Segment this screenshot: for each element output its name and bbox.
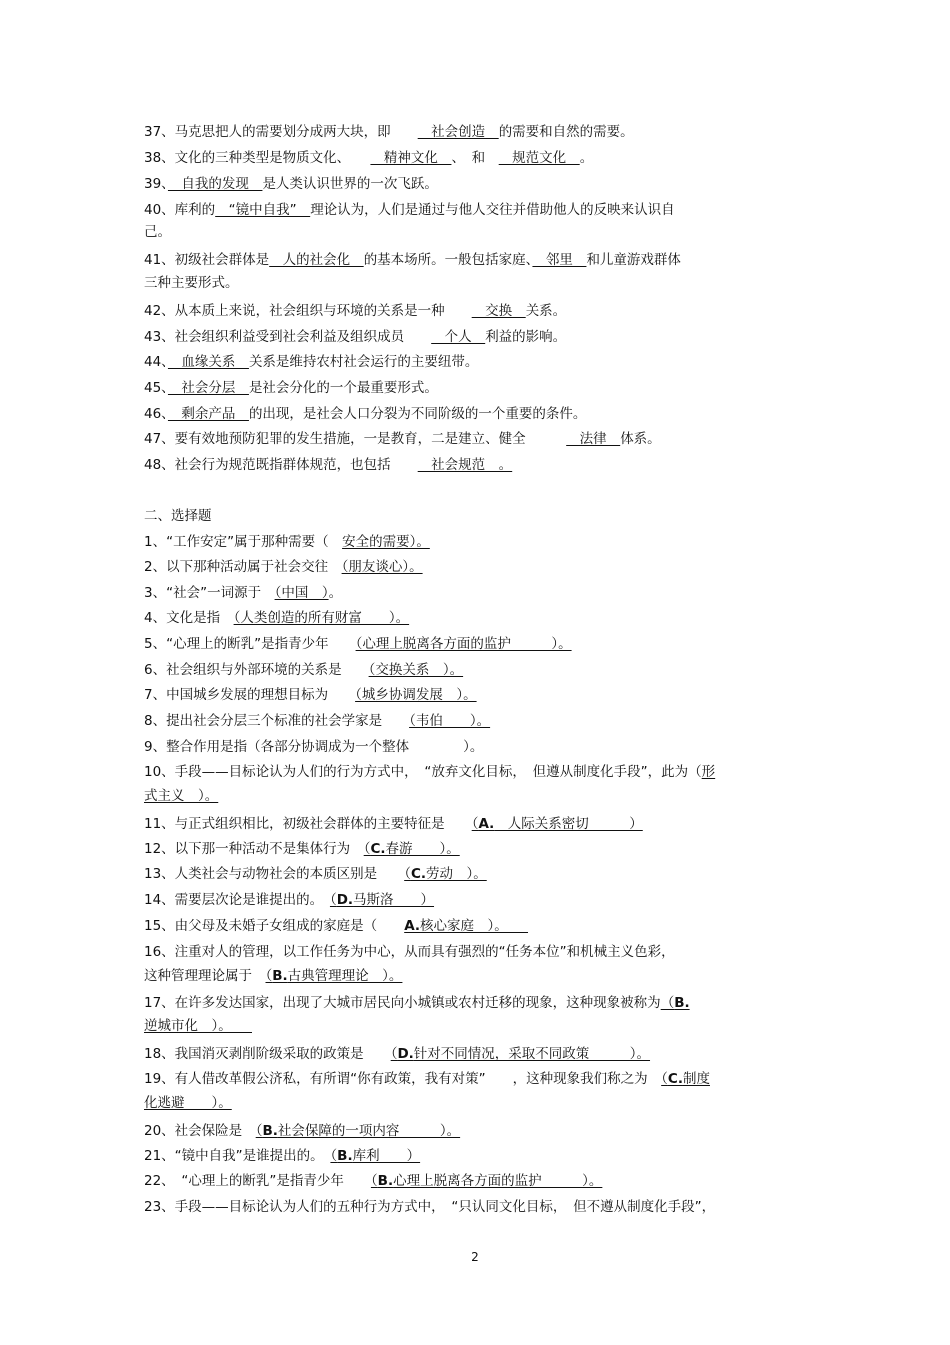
fill-item-42: 42、从本质上来说，社会组织与环境的关系是一种 交换 关系。 (144, 303, 567, 319)
choice-item-3: 3、“社会”一词源于 （中国 ）。 (144, 585, 343, 601)
choice-item-12: 12、以下那一种活动不是集体行为 （C.春游 ）。 (144, 841, 460, 857)
choice-item-18: 18、我国消灭剥削阶级采取的政策是 （D.针对不同情况，采取不同政策 ）。 (144, 1046, 651, 1062)
choice-item-9: 9、整合作用是指（各部分协调成为一个整体 ）。 (144, 739, 484, 755)
fill-item-40-cont: 己。 (144, 224, 171, 240)
choice-item-16: 16、注重对人的管理，以工作任务为中心，从而具有强烈的“任务本位”和机械主义色彩， (144, 944, 675, 960)
choice-item-10-cont: 式主义 ）。 (144, 788, 219, 804)
fill-item-47: 47、要有效地预防犯罪的发生措施，一是教育，二是建立、健全 法律 体系。 (144, 431, 661, 447)
choice-item-5: 5、“心理上的断乳”是指青少年 （心理上脱离各方面的监护 ）。 (144, 636, 572, 652)
section-title: 二、选择题 (144, 508, 212, 524)
choice-item-23: 23、手段——目标论认为人们的五种行为方式中， “只认同文化目标， 但不遵从制度化手段”， (144, 1199, 716, 1215)
fill-item-39: 39、 自我的发现 是人类认识世界的一次飞跃。 (144, 176, 438, 192)
choice-item-11: 11、与正式组织相比，初级社会群体的主要特征是 （A. 人际关系密切 ） (144, 816, 643, 832)
fill-item-38: 38、文化的三种类型是物质文化、 精神文化 、 和 规范文化 。 (144, 150, 594, 166)
fill-item-41-cont: 三种主要形式。 (144, 275, 239, 291)
choice-item-22: 22、 “心理上的断乳”是指青少年 （B.心理上脱离各方面的监护 ）。 (144, 1173, 603, 1189)
fill-item-48: 48、社会行为规范既指群体规范，也包括 社会规范 。 (144, 457, 513, 473)
fill-item-43: 43、社会组织利益受到社会利益及组织成员 个人 利益的影响。 (144, 329, 567, 345)
fill-item-37: 37、马克思把人的需要划分成两大块，即 社会创造 的需要和自然的需要。 (144, 124, 634, 140)
page-number: 2 (471, 1250, 479, 1264)
choice-item-19: 19、有人借改革假公济私，有所谓“你有政策，我有对策” ，这种现象我们称之为 （C.制度 (144, 1071, 710, 1087)
choice-item-21: 21、“镜中自我”是谁提出的。 （B.库利 ） (144, 1148, 421, 1164)
fill-item-46: 46、 剩余产品 的出现，是社会人口分裂为不同阶级的一个重要的条件。 (144, 406, 587, 422)
choice-item-17: 17、在许多发达国家，出现了大城市居民向小城镇或农村迁移的现象，这种现象被称为（B. (144, 995, 690, 1011)
choice-item-13: 13、人类社会与动物社会的本质区别是 （C.劳动 ）。 (144, 866, 487, 882)
choice-item-6: 6、社会组织与外部环境的关系是 （交换关系 ）。 (144, 662, 464, 678)
fill-item-44: 44、 血缘关系 关系是维持农村社会运行的主要纽带。 (144, 354, 479, 370)
choice-item-1: 1、“工作安定”属于那种需要（ 安全的需要）。 (144, 534, 430, 550)
choice-item-15: 15、由父母及未婚子女组成的家庭是（ A.核心家庭 ）。 (144, 918, 529, 934)
choice-item-8: 8、提出社会分层三个标准的社会学家是 （韦伯 ）。 (144, 713, 491, 729)
choice-item-7: 7、中国城乡发展的理想目标为 （城乡协调发展 ）。 (144, 687, 477, 703)
fill-item-41: 41、初级社会群体是 人的社会化 的基本场所。一般包括家庭、 邻里 和儿童游戏群体 (144, 252, 681, 268)
fill-item-40: 40、库利的 “镜中自我” 理论认为，人们是通过与他人交往并借助他人的反映来认识自 (144, 202, 675, 218)
choice-item-4: 4、文化是指 （人类创造的所有财富 ）。 (144, 610, 410, 626)
fill-item-45: 45、 社会分层 是社会分化的一个最重要形式。 (144, 380, 438, 396)
choice-item-16-cont: 这种管理理论属于 （B.古典管理理论 ）。 (144, 968, 403, 984)
choice-item-14: 14、需要层次论是谁提出的。 （D.马斯洛 ） (144, 892, 435, 908)
choice-item-10: 10、手段——目标论认为人们的行为方式中， “放弃文化目标， 但遵从制度化手段”，此为（形 (144, 764, 716, 780)
choice-item-19-cont: 化逃避 ）。 (144, 1095, 232, 1111)
choice-item-20: 20、社会保险是 （B.社会保障的一项内容 ）。 (144, 1123, 461, 1139)
choice-item-17-cont: 逆城市化 ）。 (144, 1018, 252, 1034)
choice-item-2: 2、以下那种活动属于社会交往 （朋友谈心）。 (144, 559, 423, 575)
